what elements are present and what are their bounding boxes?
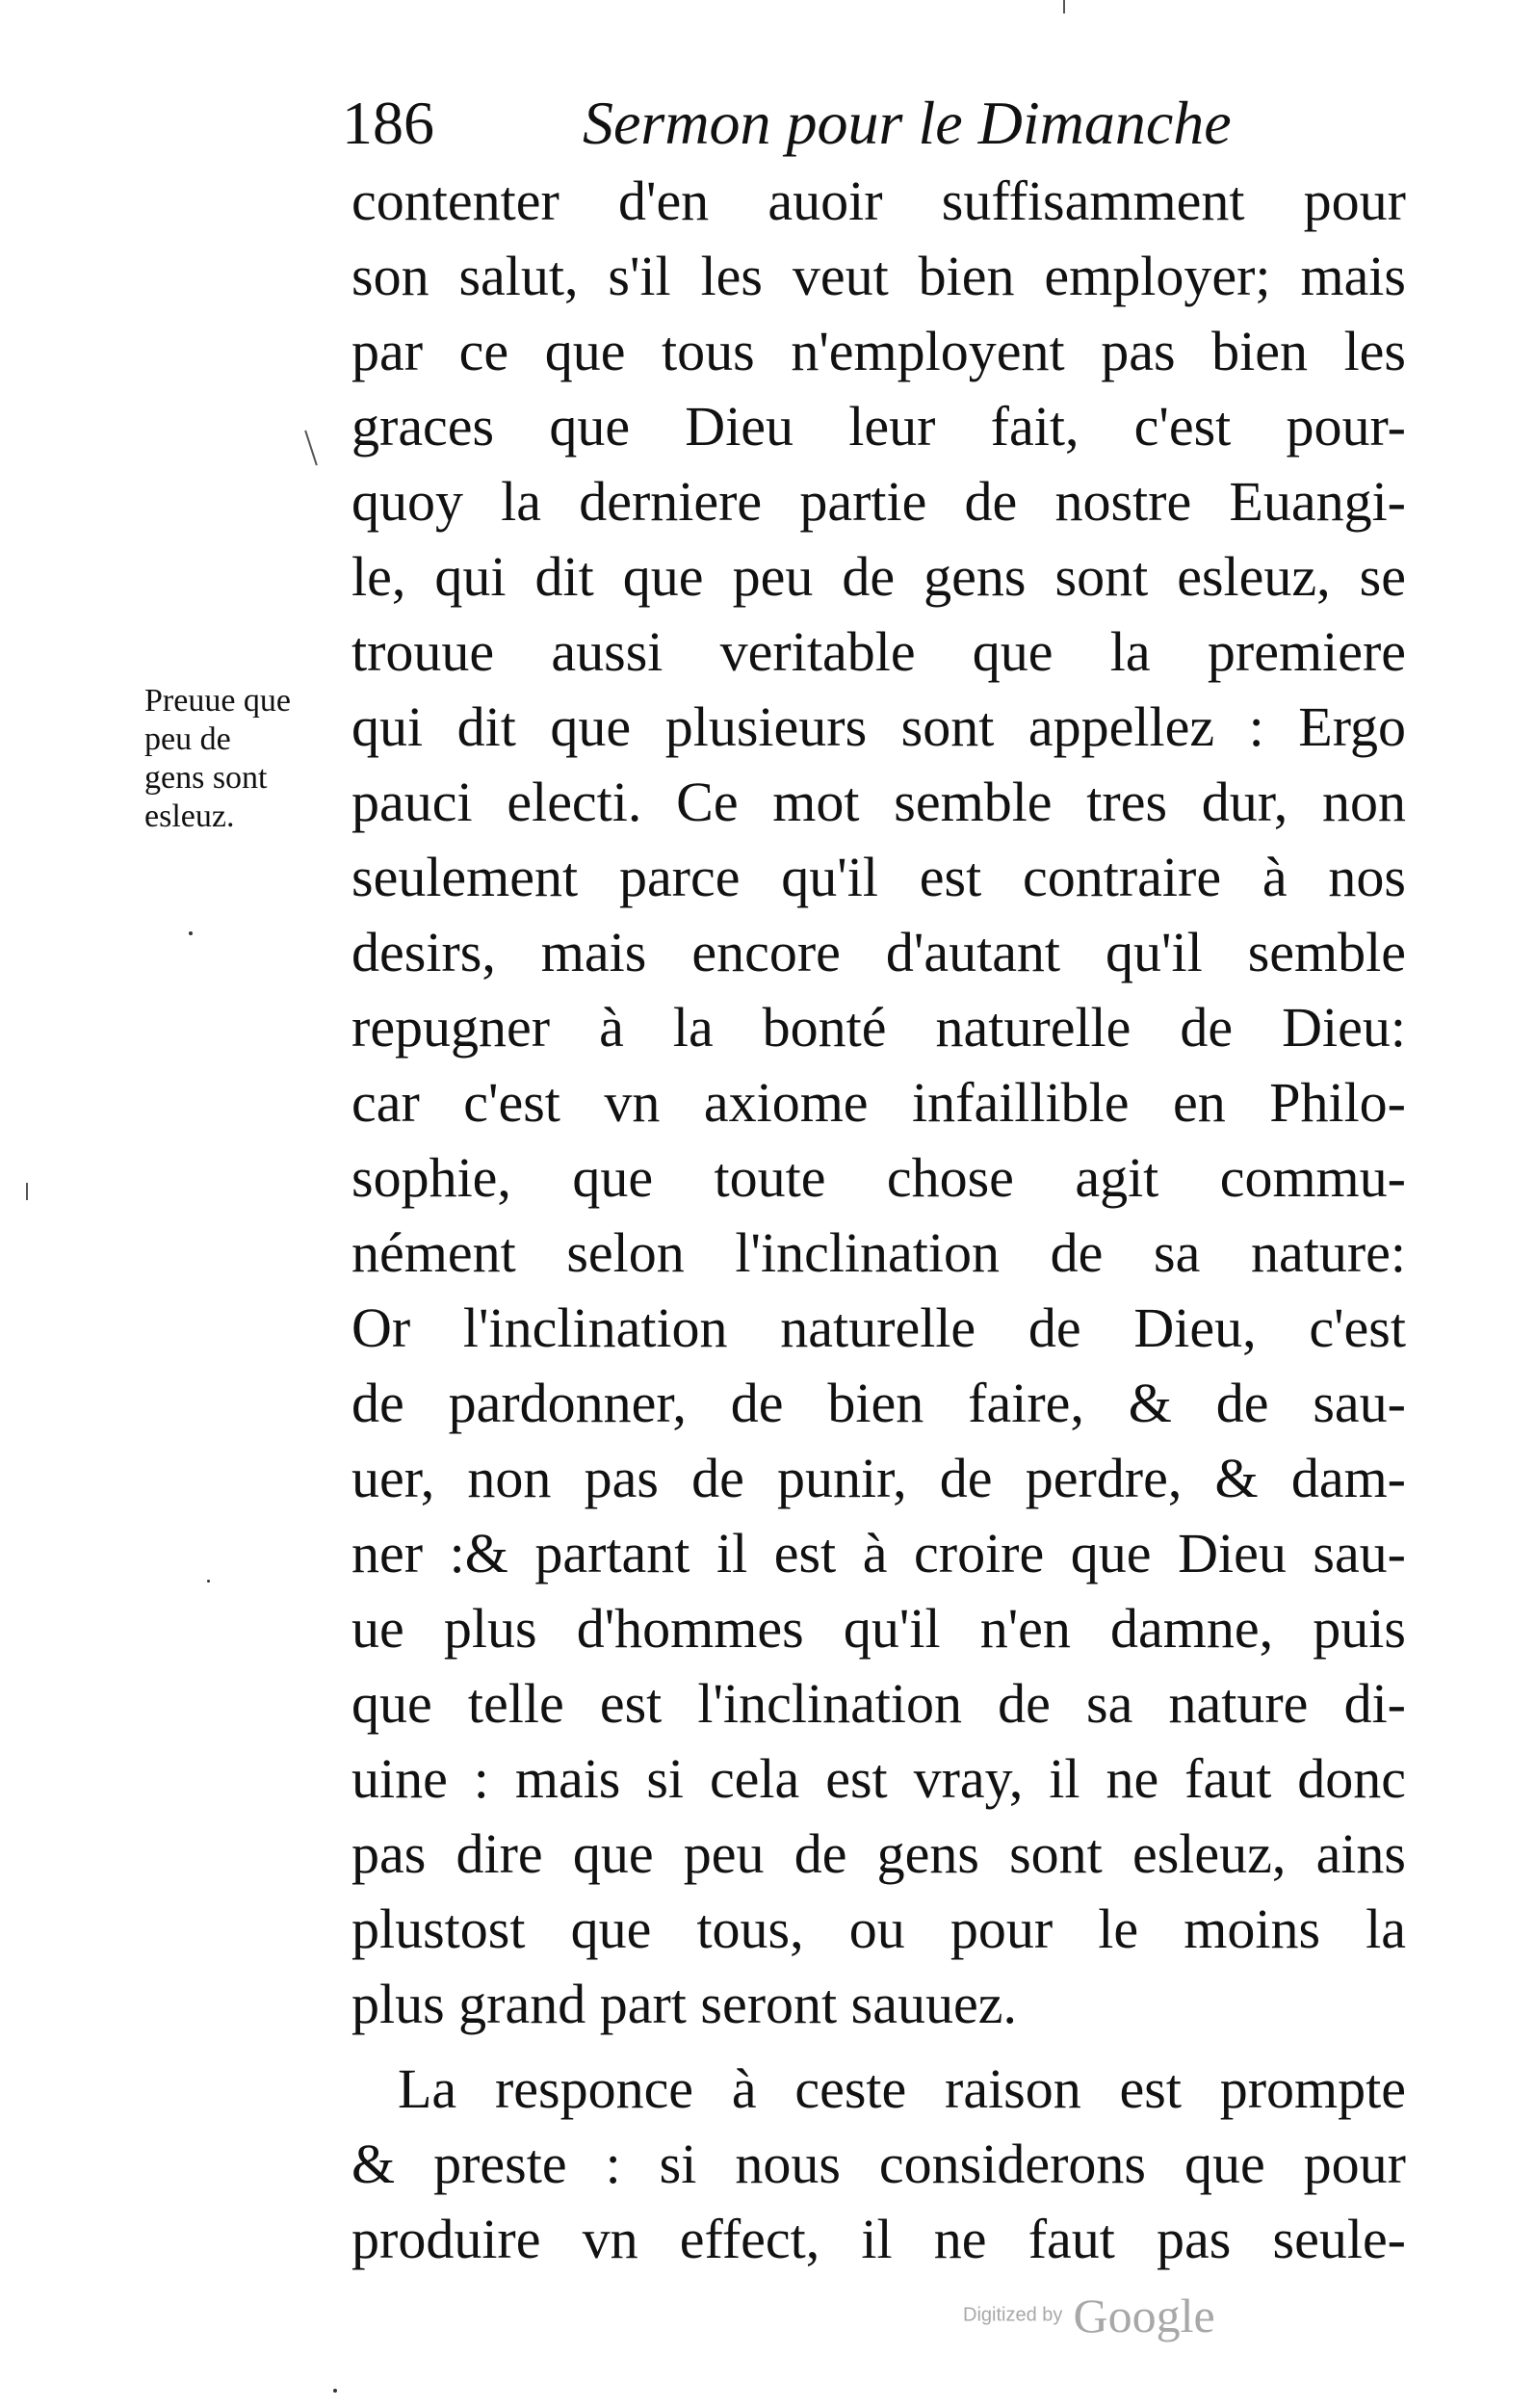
text-line: produire vn effect, il ne faut pas seule- <box>351 2208 1406 2270</box>
watermark-prefix: Digitized by <box>963 2304 1063 2326</box>
text-line: graces que Dieu leur fait, c'est pour- <box>351 395 1406 458</box>
text-line: contenter d'en auoir suffisamment pour <box>351 170 1406 232</box>
text-line: le, qui dit que peu de gens sont esleuz, se <box>351 545 1406 608</box>
text-line: ue plus d'hommes qu'il n'en damne, puis <box>351 1597 1406 1660</box>
text-line: repugner à la bonté naturelle de Dieu: <box>351 996 1406 1059</box>
text-line: que telle est l'inclination de sa nature di- <box>351 1672 1406 1735</box>
text-line: sophie, que toute chose agit commu- <box>351 1146 1406 1209</box>
margin-note <box>144 682 347 836</box>
google-logo: Google <box>1073 2289 1215 2343</box>
margin-note-line: peu de <box>144 721 231 757</box>
text-line: son salut, s'il les veut bien employer; mais <box>351 245 1406 307</box>
text-line: nément selon l'inclination de sa nature: <box>351 1221 1406 1284</box>
text-line: ner :& partant il est à croire que Dieu sau- <box>351 1522 1406 1584</box>
text-line: seulement parce qu'il est contraire à nos <box>351 846 1406 908</box>
text-line: plustost que tous, ou pour le moins la <box>351 1898 1406 1960</box>
scan-mark <box>26 1183 28 1200</box>
text-line: pauci electi. Ce mot semble tres dur, non <box>351 771 1406 833</box>
page-header <box>342 85 1411 162</box>
digitized-watermark <box>963 2288 1215 2343</box>
text-line: & preste : si nous considerons que pour <box>351 2133 1406 2195</box>
text-line: car c'est vn axiome infaillible en Philo- <box>351 1071 1406 1134</box>
text-line: Or l'inclination naturelle de Dieu, c'est <box>351 1296 1406 1359</box>
scan-speck <box>207 1580 210 1583</box>
margin-note-line: esleuz. <box>144 798 235 834</box>
scan-mark <box>304 431 318 466</box>
scan-speck <box>189 931 193 935</box>
text-line: uine : mais si cela est vray, il ne faut donc <box>351 1747 1406 1810</box>
text-line: qui dit que plusieurs sont appellez : Ergo <box>351 695 1406 758</box>
page-number: 186 <box>342 89 434 157</box>
text-line: trouue aussi veritable que la premiere <box>351 620 1406 683</box>
text-line: plus grand part seront sauuez. <box>351 1973 1017 2035</box>
scan-speck <box>333 2389 337 2393</box>
text-line: La responce à ceste raison est prompte <box>398 2057 1406 2120</box>
running-head: Sermon pour le Dimanche <box>583 89 1232 157</box>
text-line: uer, non pas de punir, de perdre, & dam- <box>351 1447 1406 1509</box>
margin-note-line: gens sont <box>144 760 268 796</box>
scan-mark <box>1063 0 1065 13</box>
text-line: pas dire que peu de gens sont esleuz, ains <box>351 1822 1406 1885</box>
text-line: desirs, mais encore d'autant qu'il semble <box>351 921 1406 983</box>
text-line: quoy la derniere partie de nostre Euangi- <box>351 470 1406 533</box>
body-text <box>351 164 1406 2277</box>
text-line: de pardonner, de bien faire, & de sau- <box>351 1372 1406 1434</box>
text-line: par ce que tous n'employent pas bien les <box>351 320 1406 382</box>
margin-note-line: Preuue que <box>144 683 292 719</box>
